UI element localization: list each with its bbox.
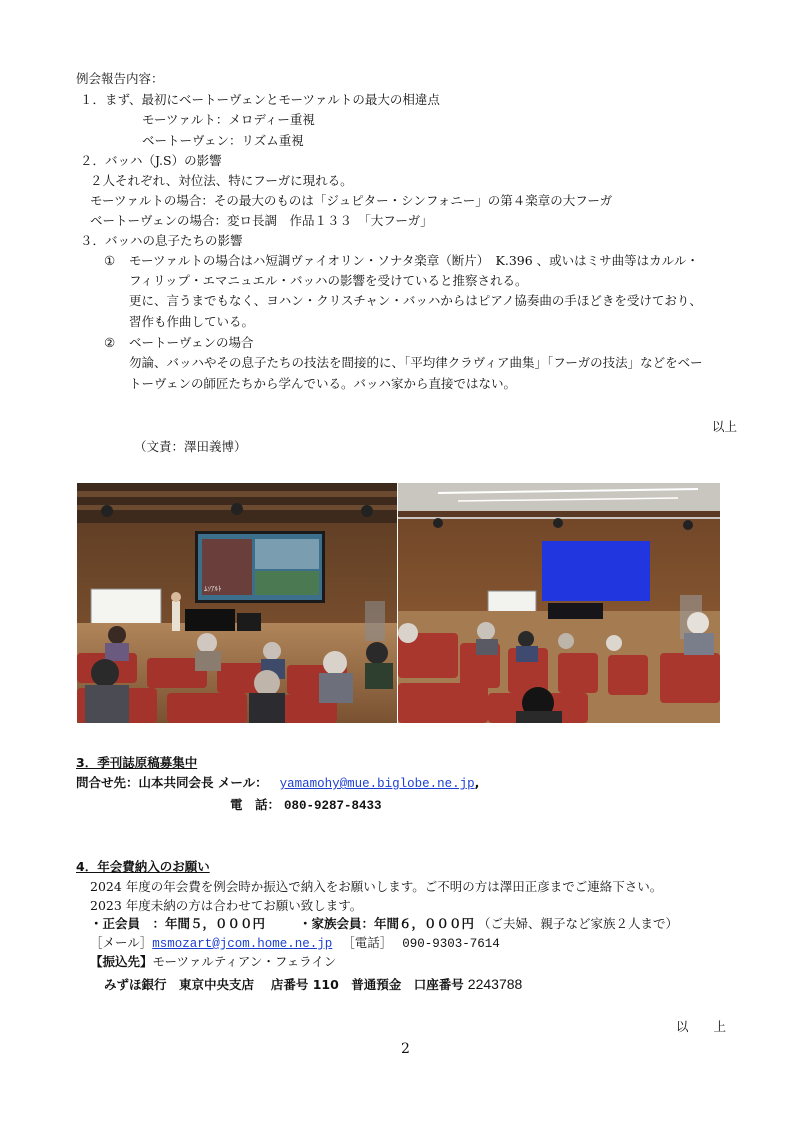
item2-line3: ベートーヴェンの場合：変ロ長調 作品１３３ 「大フーガ」	[90, 213, 433, 228]
page-number: 2	[401, 1041, 410, 1057]
lecture-photo-left	[77, 483, 397, 723]
fee-line1: 2024 年度の年会費を例会時か振込で納入をお願いします。ご不明の方は澤田正彦までご連絡下さい。	[90, 879, 663, 894]
regular-member-fee: ・正会員 ：年間５，０００円	[90, 916, 266, 931]
item2-line1: ２人それぞれ、対位法、特にフーガに現れる。	[90, 173, 353, 188]
contact-row	[76, 774, 479, 793]
tel-label: ［電話］	[342, 935, 393, 950]
account-number: 2243788	[467, 976, 523, 992]
mail-label: ［メール］	[90, 935, 153, 950]
footer-end-mark: 以 上	[676, 1019, 727, 1034]
fee-line2: 2023 年度未納の方は合わせてお願い致します。	[90, 898, 363, 913]
item3-sub1-num: ①	[104, 253, 116, 268]
phone-number: 080-9287-8433	[284, 799, 382, 813]
report-end-mark: 以上	[712, 419, 738, 434]
item3-sub2-line: ベートーヴェンの場合	[129, 335, 254, 350]
section4-title: 4．年会費納入のお願い	[76, 859, 210, 874]
item2-title: ２．バッハ（J.S）の影響	[80, 153, 222, 168]
bank-row	[104, 975, 522, 994]
family-member-fee: ・家族会員：年間６，０００円	[299, 916, 475, 931]
report-author: （文責：澤田義博）	[134, 439, 247, 454]
bank-info: みずほ銀行 東京中央支店 店番号 110 普通預金 口座番号	[104, 977, 464, 992]
item1-beethoven: ベートーヴェン：リズム重視	[142, 133, 304, 148]
lecture-photo-right	[398, 483, 720, 723]
contact-label: 問合せ先：山本共同会長 メール：	[76, 775, 268, 790]
fee-email-link[interactable]: msmozart@jcom.home.ne.jp	[152, 937, 333, 951]
fee-phone: 090-9303-7614	[402, 937, 500, 951]
contact-email-link[interactable]: yamamohy@mue.biglobe.ne.jp	[279, 777, 475, 791]
item3-sub1-line: フィリップ・エマニュエル・バッハの影響を受けていると推察される。	[129, 273, 528, 288]
fee-amounts	[90, 915, 678, 933]
item3-sub2-line: トーヴェンの師匠たちから学んでいる。バッハ家から直接ではない。	[129, 376, 517, 391]
item1-title: １．まず、最初にベートーヴェンとモーツァルトの最大の相違点	[80, 92, 440, 107]
item3-sub1-line: モーツァルトの場合はハ短調ヴァイオリン・ソナタ楽章（断片） K.396 、或いはミサ曲等はカルル・	[129, 253, 699, 268]
transfer-label: 【振込先】	[90, 954, 153, 969]
family-note: （ご夫婦、親子など家族２人まで）	[478, 916, 679, 931]
report-heading: 例会報告内容：	[76, 71, 164, 86]
screen-caption: ﾑｿｱﾙﾄ	[204, 585, 222, 593]
phone-row	[230, 796, 382, 815]
item3-sub1-line: 更に、言うまでもなく、ヨハン・クリスチャン・バッハからはピアノ協奏曲の手ほどきを受けており、	[129, 293, 702, 308]
item3-sub2-num: ②	[104, 335, 116, 350]
item3-title: ３．バッハの息子たちの影響	[80, 233, 243, 248]
item3-sub2-line: 勿論、バッハやその息子たちの技法を間接的に、「平均律クラヴィア曲集」「フーガの技法」などをベー	[129, 355, 703, 370]
transfer-name: モーツァルティアン・フェライン	[152, 954, 337, 969]
item2-line2: モーツァルトの場合：その最大のものは「ジュピター・シンフォニー」の第４楽章の大フーガ	[90, 193, 613, 208]
item1-mozart: モーツァルト：メロディー重視	[142, 112, 315, 127]
contact-comma: ,	[474, 775, 480, 790]
transfer-row	[90, 953, 336, 971]
item3-sub1-line: 習作も作曲している。	[129, 314, 255, 329]
fee-contact	[90, 934, 500, 953]
phone-label: 電 話：	[230, 797, 281, 812]
section3-title: 3．季刊誌原稿募集中	[76, 755, 198, 770]
